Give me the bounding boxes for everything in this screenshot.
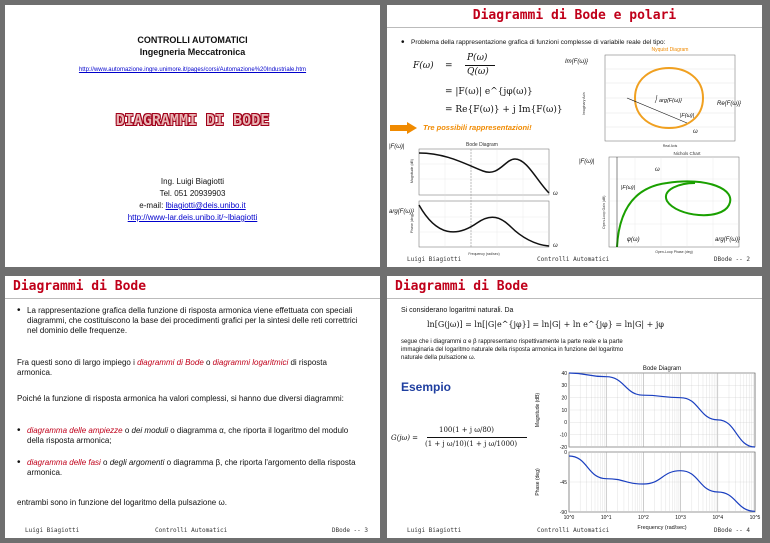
- bode-small-arg-label: arg{F(ω)}: [389, 209, 415, 215]
- phase-tick-label: -45: [559, 479, 567, 486]
- nyquist-arg-label: arg{F(ω)}: [659, 98, 682, 104]
- description-text: segue che i diagrammi α e β rappresentano rispettivamente la parte reale e la parte immaginaria del logaritmo naturale della risposta armonica in funzione del logaritmo naturale della pulsazione ω.: [401, 339, 624, 361]
- slide-diagrammi-bode-esempio: [387, 276, 762, 538]
- b2-b: o: [100, 458, 110, 467]
- bode-small-omega-2: ω: [553, 243, 558, 249]
- p2-c: o: [203, 358, 213, 367]
- bode-small-title: Bode Diagram: [466, 142, 498, 148]
- slide-header: [387, 276, 762, 298]
- bullet-ampiezze: [27, 426, 362, 446]
- x-axis-label: Frequency (rad/sec): [637, 525, 687, 531]
- bode-small-omega-1: ω: [553, 191, 558, 197]
- x-tick-label: 10^2: [638, 515, 649, 521]
- b2-a: diagramma delle fasi: [27, 458, 101, 467]
- para-complex: Poiché la funzione di risposta armonica ha valori complessi, si hanno due diversi diagrammi:: [17, 394, 344, 403]
- nichols-xlabel: Open-Loop Phase (deg): [655, 250, 693, 254]
- arrow-icon: [389, 121, 419, 135]
- footer-mid: Controlli Automatici: [155, 527, 228, 534]
- slide-header: [5, 276, 380, 298]
- nyquist-title: Nyquist Diagram: [651, 47, 689, 53]
- para-intro: • La rappresentazione grafica della funzione di risposta armonica viene effettuata con speciali diagrammi, che costituiscono la base dei procedimenti grafici per la sintesi delle reti correttrici nel dominio delle frequenze.: [27, 306, 362, 336]
- slide-title: Diagrammi di Bode: [395, 279, 529, 294]
- mag-tick-label: 40: [561, 370, 567, 377]
- g-num: 100(1 + j ω/80): [439, 426, 494, 434]
- b1-c: dei moduli: [131, 426, 168, 435]
- eq-lhs: F(ω): [413, 61, 434, 71]
- mag-tick-label: 20: [561, 395, 567, 402]
- mag-tick-label: 0: [564, 420, 567, 427]
- mag-tick-label: 10: [561, 407, 567, 414]
- problem-bullet: • Problema della rappresentazione grafica di funzioni complesse di variabile reale del tipo:: [411, 38, 751, 48]
- course-url[interactable]: http://www.automazione.ingre.unimore.it/pages/corsi/Automazione%20Industriale.htm: [78, 67, 307, 73]
- footer-left: Luigi Biagiotti: [407, 256, 462, 263]
- footer-right: DBode -- 3: [331, 527, 368, 534]
- phase-tick-label: 0: [564, 449, 567, 456]
- nichols-ylabel: Open-Loop Gain (dB): [602, 195, 606, 229]
- course-name: CONTROLLI AUTOMATICI: [137, 35, 248, 45]
- slide-header: [387, 5, 762, 27]
- eq-equals: =: [445, 61, 453, 71]
- x-tick-label: 10^4: [712, 515, 724, 521]
- eq-polar: = |F(ω)| e^{jφ(ω)}: [445, 87, 533, 97]
- magnitude-axis-label: Magnitude (dB): [535, 392, 541, 428]
- phase-tick-label: -90: [559, 509, 567, 516]
- homepage-link[interactable]: http://www-lar.deis.unibo.it/~lbiagiotti: [127, 213, 258, 222]
- header-divider: [387, 298, 762, 299]
- nichols-chart: [577, 149, 761, 259]
- eq-cartesian: = Re{F(ω)} + j Im{F(ω)}: [445, 105, 563, 115]
- g-fraction-bar: [427, 437, 527, 438]
- mag-tick-label: -20: [559, 444, 567, 451]
- slide-title: Diagrammi di Bode: [13, 279, 147, 294]
- nichols-arg-label: arg{F(ω)}: [715, 237, 741, 243]
- email-label: e-mail:: [139, 201, 166, 210]
- nyquist-re-label: Re{F(ω)}: [717, 101, 742, 107]
- bode-small-xlabel: Frequency (rad/sec): [468, 252, 500, 256]
- email-link[interactable]: lbiagiotti@deis.unibo.it: [165, 201, 246, 210]
- b1-d: o diagramma α, che riporta il logaritmo del modulo della risposta armonica;: [27, 426, 349, 445]
- footer-left: Luigi Biagiotti: [407, 527, 462, 534]
- footer-right: DBode -- 4: [713, 527, 750, 534]
- para-log-pulsazione: entrambi sono in funzione del logaritmo della pulsazione ω.: [17, 498, 227, 507]
- nichols-phi-label: φ(ω): [627, 237, 640, 243]
- b2-c: degli argomenti: [109, 458, 165, 467]
- footer-mid: Controlli Automatici: [537, 527, 610, 534]
- b1-a: diagramma delle ampiezze: [27, 426, 123, 435]
- b2-d: o diagramma β, che riporta l'argomento della risposta armonica.: [27, 458, 356, 477]
- eq-den: Q(ω): [467, 67, 489, 77]
- bullet-fasi: [27, 458, 362, 478]
- x-tick-label: 10^3: [675, 515, 686, 521]
- highlight-text: Tre possibili rappresentazioni!: [423, 123, 532, 132]
- p2-bode: diagrammi di Bode: [137, 358, 204, 367]
- g-den: (1 + j ω/10)(1 + j ω/1000): [425, 440, 518, 448]
- nyquist-diagram: [565, 43, 761, 151]
- nichols-mag-label: |F(ω)|: [579, 159, 595, 165]
- nyquist-im-label: Im{F(ω)}: [565, 59, 589, 65]
- mag-tick-label: 30: [561, 383, 567, 390]
- para-bode-types: [17, 358, 362, 378]
- phone: Tel. 051 20939903: [159, 189, 226, 198]
- header-divider: [387, 27, 762, 28]
- slide-diagrammi-bode-intro: [5, 276, 380, 538]
- slide-title: [5, 5, 380, 267]
- p2-log: diagrammi logaritmici: [212, 358, 289, 367]
- bode-chart: [527, 364, 761, 532]
- mag-tick-label: -10: [559, 432, 567, 439]
- chart-title: Bode Diagram: [642, 366, 682, 372]
- nyquist-omega-label: ω: [693, 129, 698, 135]
- p2-a: Fra questi sono di largo impiego i: [17, 358, 138, 367]
- intro-text: Si considerano logaritmi naturali. Da: [401, 307, 514, 314]
- b1-b: o: [122, 426, 132, 435]
- program-name: Ingegneria Meccatronica: [139, 47, 246, 57]
- footer-mid: Controlli Automatici: [537, 256, 610, 263]
- eq-num: P(ω): [467, 53, 488, 63]
- bode-diagram-small: [387, 137, 569, 259]
- main-title: DIAGRAMMI DI BODE: [115, 111, 270, 129]
- nyquist-xlabel: Real Axis: [662, 144, 678, 148]
- bode-small-phase-axis: Phase (deg): [410, 213, 414, 233]
- bode-small-mag-axis: Magnitude (dB): [410, 159, 414, 183]
- header-divider: [5, 298, 380, 299]
- nichols-mag2-label: |F(ω)|: [621, 185, 636, 191]
- footer-left: Luigi Biagiotti: [25, 527, 80, 534]
- x-tick-label: 10^1: [600, 515, 612, 521]
- nyquist-mag-label: |F(ω)|: [680, 113, 695, 119]
- p2-e: di risposta armonica.: [17, 358, 327, 377]
- author: Ing. Luigi Biagiotti: [160, 177, 225, 186]
- esempio-label: Esempio: [401, 380, 452, 394]
- nyquist-ylabel: Imaginary Axis: [582, 92, 586, 115]
- x-tick-label: 10^0: [563, 515, 575, 521]
- g-lhs: G(jω) =: [391, 434, 419, 442]
- nichols-omega-label: ω: [655, 167, 660, 173]
- footer-right: DBode -- 2: [713, 256, 750, 263]
- eq-fraction-bar: [465, 65, 495, 66]
- slide-bode-polari: [387, 5, 762, 267]
- phase-axis-label: Phase (deg): [535, 468, 541, 496]
- slide-title: Diagrammi di Bode e polari: [472, 8, 677, 23]
- nichols-title: Nichols Chart: [673, 151, 701, 156]
- bode-small-mag-label: |F(ω)|: [389, 144, 405, 150]
- log-equation: ln[G(jω)] = ln[|G|e^{jφ}] = ln|G| + ln e^{jφ} = ln|G| + jφ: [427, 320, 664, 329]
- x-tick-label: 10^5: [749, 515, 761, 521]
- email-line: [5, 201, 380, 211]
